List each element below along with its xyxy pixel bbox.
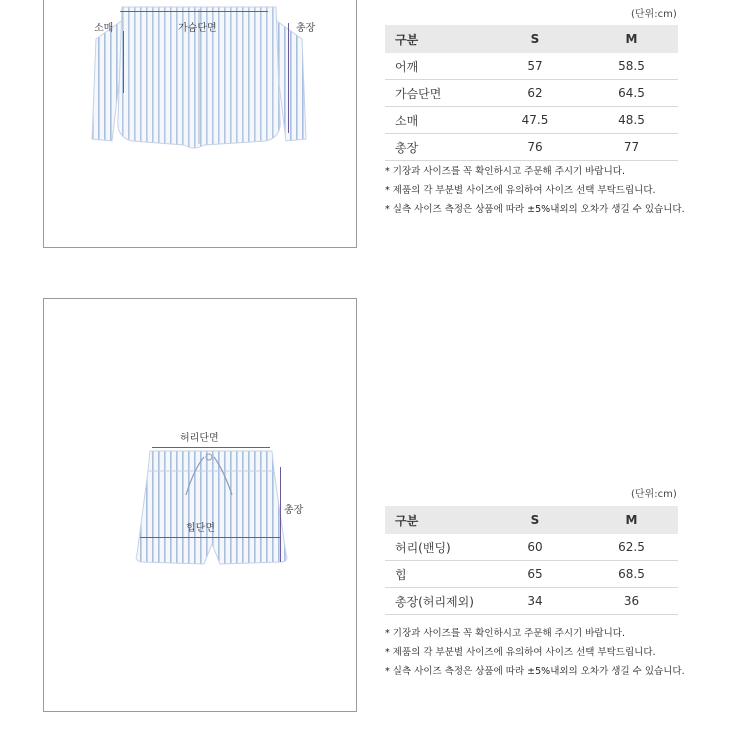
table-cell: 77: [585, 134, 678, 161]
waist-label: 허리단면: [180, 433, 219, 444]
length-label: 총장: [296, 23, 316, 34]
header-cell: S: [485, 25, 585, 53]
table-cell: 총장(허리제외): [385, 588, 485, 615]
length-measure-line: [280, 467, 281, 562]
shirt-illustration: [44, 0, 356, 247]
table-cell: 힙: [385, 561, 485, 588]
header-cell: M: [585, 506, 678, 534]
table-header-row: [385, 25, 678, 53]
table-row: [385, 588, 678, 615]
table-cell: 60: [485, 534, 585, 561]
table-cell: 소매: [385, 107, 485, 134]
table-row: [385, 534, 678, 561]
header-cell: S: [485, 506, 585, 534]
shorts-illustration: [44, 299, 356, 711]
table-cell: 허리(밴딩): [385, 534, 485, 561]
table-cell: 76: [485, 134, 585, 161]
bottom-unit-label: (단위:cm): [631, 489, 677, 500]
table-cell: 58.5: [585, 53, 678, 80]
top-notes: [385, 162, 685, 219]
bottom-notes: [385, 624, 685, 681]
table-cell: 34: [485, 588, 585, 615]
table-cell: 62: [485, 80, 585, 107]
table-cell: 48.5: [585, 107, 678, 134]
header-cell: 구분: [385, 25, 485, 53]
chest-measure-line: [120, 11, 268, 12]
note-item: * 제품의 각 부분별 사이즈에 유의하여 사이즈 선택 부탁드립니다.: [385, 185, 656, 196]
header-cell: 구분: [385, 506, 485, 534]
length-measure-line: [288, 23, 289, 133]
table-header-row: [385, 506, 678, 534]
shorts-image-panel: [43, 298, 357, 712]
table-cell: 64.5: [585, 80, 678, 107]
header-cell: M: [585, 25, 678, 53]
table-row: [385, 107, 678, 134]
table-cell: 57: [485, 53, 585, 80]
top-unit-label: (단위:cm): [631, 9, 677, 20]
table-row: [385, 80, 678, 107]
table-cell: 62.5: [585, 534, 678, 561]
sleeve-label: 소매: [94, 23, 114, 34]
note-item: * 실측 사이즈 측정은 상품에 따라 ±5%내외의 오차가 생길 수 있습니다.: [385, 204, 685, 215]
sleeve-measure-line: [123, 31, 124, 93]
note-item: * 기장과 사이즈를 꼭 확인하시고 주문해 주시기 바랍니다.: [385, 166, 625, 177]
table-cell: 65: [485, 561, 585, 588]
table-cell: 총장: [385, 134, 485, 161]
note-item: * 제품의 각 부분별 사이즈에 유의하여 사이즈 선택 부탁드립니다.: [385, 647, 656, 658]
table-row: [385, 53, 678, 80]
hip-measure-line: [140, 537, 280, 538]
table-row: [385, 561, 678, 588]
table-cell: 가슴단면: [385, 80, 485, 107]
bottom-size-table: [385, 506, 678, 615]
shirt-image-panel: [43, 0, 357, 248]
table-cell: 36: [585, 588, 678, 615]
table-cell: 어깨: [385, 53, 485, 80]
table-cell: 47.5: [485, 107, 585, 134]
note-item: * 실측 사이즈 측정은 상품에 따라 ±5%내외의 오차가 생길 수 있습니다.: [385, 666, 685, 677]
table-cell: 68.5: [585, 561, 678, 588]
note-item: * 기장과 사이즈를 꼭 확인하시고 주문해 주시기 바랍니다.: [385, 628, 625, 639]
waist-measure-line: [152, 447, 270, 448]
length-label: 총장: [284, 505, 304, 516]
table-row: [385, 134, 678, 161]
hip-label: 힙단면: [186, 523, 215, 534]
top-size-table: [385, 25, 678, 161]
chest-label: 가슴단면: [178, 23, 217, 34]
